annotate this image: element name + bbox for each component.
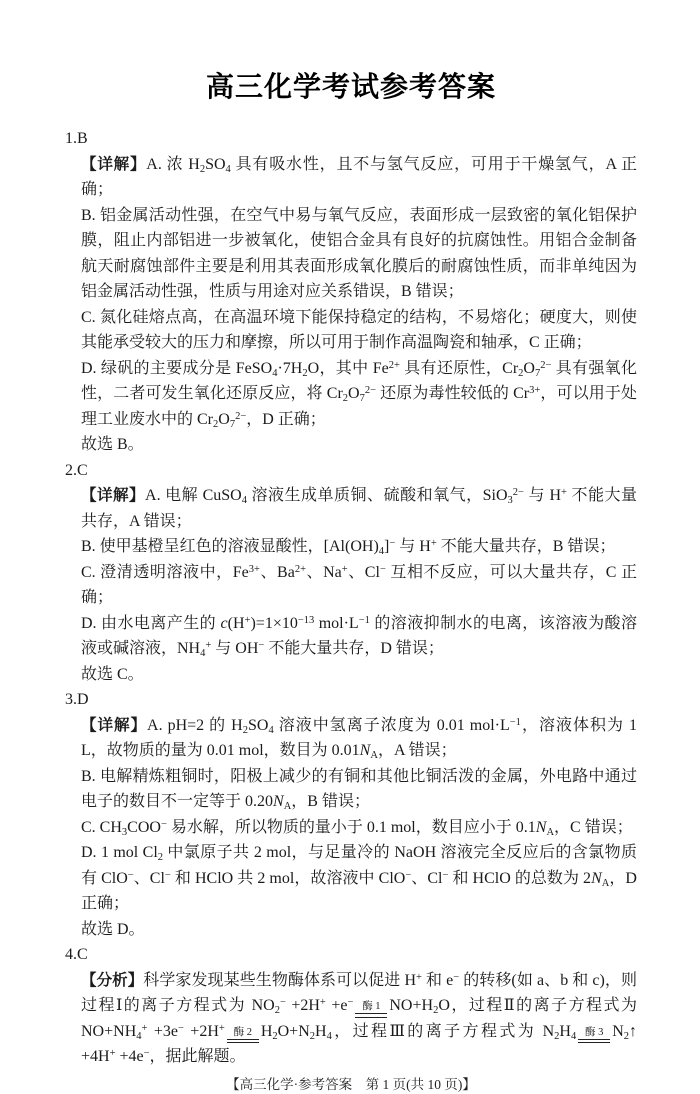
explanation-paragraph: D. 由水电离产生的 $c(H^+)=1\times 10^{-13}$ $mol\cdot L^{-1}$ 的溶液抑制水的电离，该溶液为酸溶液或碱溶液，$NH_4^+$ 与 OH− 不能大量共存，D 错误； (81, 614, 637, 659)
explanation-paragraph: 【详解】A. 浓 $H_2SO_4$ 具有吸水性，且不与氢气反应，可用于干燥氢气，A 正确； (81, 154, 637, 198)
explanation-paragraph: D. 绿矾的主要成分是 $FeSO_4\cdot 7H_2O$，其中 $Fe^{2+}$ 具有还原性，$Cr_2O_7^{2-}$ 具有强氧化性，二者可发生氧化还原反应，将 $Cr_2O_7^{2-}$ 还原为毒性较低的 $Cr^{3+}$，可以用于处理工业废水中的 $Cr_2O_7^{2-}$，D 正确； (81, 359, 637, 430)
subscript: 4 (570, 1030, 577, 1042)
superscript: + (218, 1022, 225, 1034)
italic-symbol: N (359, 742, 371, 759)
superscript: − (279, 997, 286, 1008)
explanation-paragraph: C. $CH_3COO^-$ 易水解，所以物质的量小于 0.1 mol，数目应小于 $0.1N_A$，C 错误； (81, 818, 633, 838)
subscript: 2 (242, 724, 248, 736)
explanation-paragraph: 【分析】科学家发现某些生物酶体系可以促进 H+ 和 e− 的转移(如 a、b 和 c)，则过程Ⅰ的离子方程式为 $NO_2^- +2H^+ +e^-$ 酶 1 $NO+H_2O$，过程Ⅱ的离子方程式为 $NO+NH_4^+ +3e^- +2H^+$ 酶 2 $H_2O+N_2H_4$，过程Ⅲ的离子方程式为 $N_2H_4$ 酶 3 $N_2↑ +4H^+ +4e^-$，据此解题。 (81, 970, 638, 1065)
subscript: 7 (359, 393, 365, 404)
answer-number-and-choice: 1.B (65, 130, 88, 147)
superscript: 2+ (388, 359, 400, 371)
superscript: + (109, 1048, 116, 1059)
page-footer: 【高三化学·参考答案 第 1 页(共 10 页)】 (226, 1076, 476, 1092)
explanation-paragraph: C. 澄清透明溶液中，$Fe^{3+}$、$Ba^{2+}$、Na+、Cl− 互相不反应，可以大量共存，C 正确； (81, 563, 637, 606)
answer-number-and-choice: 3.D (65, 691, 89, 708)
superscript: + (205, 640, 212, 651)
superscript: −1 (358, 614, 370, 626)
superscript: 3+ (248, 563, 260, 575)
condition-label: 酶 3 (585, 1026, 604, 1038)
superscript: + (341, 563, 348, 575)
paragraph-lead-tag: 【分析】 (81, 970, 144, 989)
paragraph-lead-tag: 【详解】 (81, 486, 146, 504)
subscript: 4 (272, 367, 278, 379)
explanation-paragraph: D. 1 mol $Cl_2$ 中氯原子共 2 mol，与足量冷的 NaOH 溶液完全反应后的含氯物质有 ClO−、Cl− 和 HClO 共 2 mol，故溶液中 ClO−、Cl− 和 HClO 的总数为 $2N_A$，D 正确； (81, 844, 637, 912)
answer-block (65, 687, 637, 942)
subscript: A (546, 826, 555, 838)
answer-block (65, 126, 637, 458)
italic-symbol: N (591, 869, 602, 887)
superscript: − (389, 538, 396, 549)
subscript: A (370, 750, 378, 761)
page-title: 高三化学考试参考答案 (205, 70, 496, 103)
subscript: 2 (274, 1005, 280, 1016)
superscript: 2− (364, 385, 377, 396)
superscript: + (244, 614, 251, 626)
subscript: 7 (229, 418, 236, 430)
subscript: 7 (534, 367, 541, 379)
double-equals-bar (578, 1039, 610, 1044)
subscript: 2 (309, 1030, 316, 1042)
subscript: 2 (342, 393, 349, 404)
superscript: 2+ (294, 563, 306, 575)
subscript: 4 (326, 1030, 332, 1042)
superscript: − (160, 818, 167, 830)
superscript: − (127, 869, 134, 881)
superscript: 3+ (529, 385, 541, 396)
superscript: + (416, 971, 422, 983)
explanation-paragraph: 故选 C。 (81, 665, 144, 683)
superscript: + (141, 1022, 148, 1034)
double-equals-bar (227, 1039, 259, 1044)
superscript: − (143, 1048, 150, 1059)
subscript: 2 (199, 163, 206, 175)
paragraph-lead-tag: 【详解】 (81, 154, 147, 173)
answer-number-and-choice: 4.C (65, 946, 88, 963)
explanation-paragraph: C. 氮化硅熔点高，在高温环境下能保持稳定的结构，不易熔化；硬度大，则使其能承受较大的压力和摩擦，所以可用于制作高温陶瓷和轴承，C 正确； (81, 308, 637, 351)
subscript: 2 (518, 367, 524, 379)
superscript: − (379, 563, 386, 575)
condition-label: 酶 2 (233, 1026, 252, 1038)
superscript: −13 (297, 614, 315, 626)
subscript: 4 (378, 546, 385, 557)
subscript: A (601, 877, 610, 889)
superscript: + (430, 538, 437, 549)
superscript: −1 (509, 716, 521, 728)
paragraph-lead-tag: 【详解】 (81, 715, 148, 734)
answer-block (65, 942, 637, 1070)
subscript: 2 (157, 852, 164, 863)
reaction-condition-over-equals (227, 1027, 259, 1044)
subscript: 4 (200, 648, 206, 659)
subscript: 2 (433, 1005, 439, 1016)
explanation-paragraph: 【详解】A. 电解 CuSO$_4$ 溶液生成单质铜、硫酸和氧气，SiO$_3^{2-}$ 与 H+ 不能大量共存，A 错误； (81, 486, 637, 530)
explanation-paragraph: 故选 B。 (81, 436, 144, 453)
condition-label: 酶 1 (362, 1001, 381, 1012)
subscript: 2 (554, 1030, 560, 1042)
explanation-paragraph: B. 铝金属活动性强，在空气中易与氧气反应，表面形成一层致密的氧化铝保护膜，阻止内部铝进一步被氧化，使铝合金具有良好的抗腐蚀性。用铝合金制备航天耐腐蚀部件主要是利用其表面形成氧化膜后的耐腐蚀性质，而非单纯因为铝金属活动性强，性质与用途对应关系错误，B 错误； (81, 206, 637, 300)
italic-symbol: N (273, 793, 284, 810)
double-equals-bar (355, 1013, 387, 1018)
superscript: − (258, 640, 265, 651)
subscript: 3 (121, 826, 128, 838)
subscript: 2 (272, 1030, 278, 1042)
superscript: − (453, 971, 460, 983)
superscript: 2− (540, 359, 552, 371)
explanation-paragraph: 故选 D。 (81, 920, 145, 938)
subscript: 4 (136, 1030, 142, 1042)
superscript: − (405, 869, 412, 881)
explanation-paragraph: 【详解】A. pH=2 的 $H_2SO_4$ 溶液中氢离子浓度为 0.01 $mol\cdot L^{-1}$，溶液体积为 1 L，故物质的量为 0.01 mol，数目为 $0.01N_A$，A 错误； (81, 715, 637, 761)
superscript: + (319, 997, 326, 1008)
superscript: 2− (235, 410, 247, 422)
italic-symbol: c (220, 614, 228, 632)
italic-symbol: N (535, 818, 547, 836)
answer-number-and-choice: 2.C (65, 461, 88, 479)
subscript: 2 (623, 1030, 630, 1042)
subscript: 3 (507, 495, 513, 506)
superscript: − (177, 1022, 184, 1034)
subscript: 2 (302, 367, 308, 379)
subscript: A (283, 801, 292, 812)
answers-list (65, 126, 637, 1070)
superscript: − (347, 997, 354, 1008)
answer-block (65, 458, 637, 688)
subscript: 2 (213, 418, 219, 430)
reaction-condition-over-equals (578, 1027, 610, 1044)
superscript: 2− (512, 487, 524, 498)
superscript: − (164, 869, 171, 881)
superscript: − (442, 869, 449, 881)
subscript: 4 (241, 495, 247, 506)
superscript: + (561, 487, 567, 498)
explanation-paragraph: B. 使甲基橙呈红色的溶液显酸性，$[Al(OH)_4]^-$ 与 H+ 不能大量共存，B 错误； (81, 538, 616, 557)
reaction-condition-over-equals (355, 1001, 387, 1018)
subscript: 4 (268, 724, 274, 736)
explanation-paragraph: B. 电解精炼粗铜时，阳极上减少的有铜和其他比铜活泼的金属，外电路中通过电子的数目不一定等于 $0.20N_A$，B 错误； (81, 767, 637, 812)
subscript: 4 (225, 163, 231, 175)
